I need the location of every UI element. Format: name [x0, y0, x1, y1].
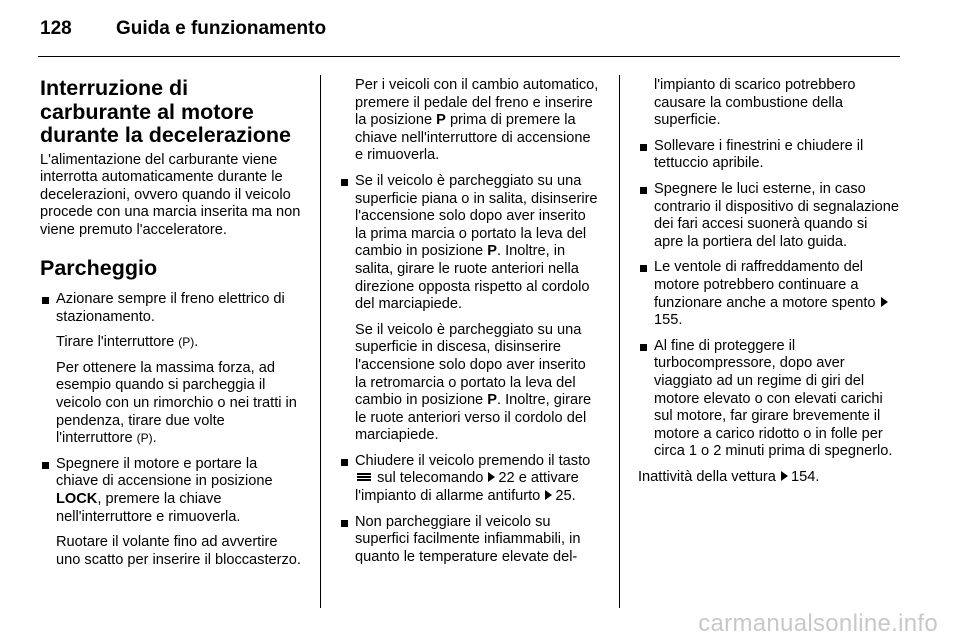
bullet-square-icon [341, 520, 348, 527]
text: Spegnere il motore e portare la chiave di accensione in posizione [56, 455, 273, 490]
text: Per i veicoli con il cambio automatico, premere il pedale del freno e inserire la posizione [355, 77, 599, 129]
bullet-text: Al fine di proteggere il turbocompressore, dopo aver viaggiato ad un regime di giri del motore elevato o con elevati carichi sul motore, far girare brevemente il motore a carico ridotto o in folle per circa 1 o 2 minuti prima di spegnerlo. [654, 337, 893, 460]
list-item [40, 291, 302, 448]
text: Tirare l'interruttore [56, 334, 175, 351]
paragraph: Ruotare il volante fino ad avvertire uno scatto per inserire il bloccasterzo. [56, 534, 301, 568]
page-reference: 154. [790, 468, 820, 485]
bullet-square-icon [640, 187, 647, 194]
text: . Inoltre, girare le ruote anteriori verso il cordolo del marciapiede. [355, 392, 592, 444]
page-title: Guida e funzionamento [116, 18, 327, 39]
list-item [638, 259, 900, 329]
bullet-square-icon [42, 297, 49, 304]
text: . Inoltre, in salita, girare le ruote anteriori nella direzione opposta rispetto al cordolo del marciapiede. [355, 243, 590, 313]
text: Le ventole di raffreddamento del motore potrebbero continuare a funzionare anche a motore spento [654, 259, 876, 311]
parking-brake-icon: (P) [178, 335, 195, 350]
section-heading-fuel-cutoff: Interruzione di carburante al motore durante la decelerazione [40, 76, 291, 147]
watermark: carmanualsonline.info [698, 610, 938, 637]
text: , premere la chiave nell'interruttore e rimuoverla. [56, 490, 241, 525]
column-divider [320, 75, 321, 608]
page-reference: 155. [654, 312, 683, 329]
text: Chiudere il veicolo premendo il tasto [355, 452, 591, 469]
text: Se il veicolo è parcheggiato su una superficie piana o in salita, disinserire l'accensione solo dopo aver inserito la prima marcia o portato la leva del cambio in posizione [355, 172, 598, 260]
text: e attivare l'impianto di allarme antifurto [355, 470, 579, 505]
page-reference-arrow-icon [881, 297, 888, 307]
gear-position: P [487, 243, 497, 260]
bullet-square-icon [341, 179, 348, 186]
bullet-square-icon [640, 144, 647, 151]
bullet-text: Non parcheggiare il veicolo su superfici facilmente infiammabili, in quanto le temperature elevate del- [355, 513, 581, 565]
parking-brake-icon: (P) [136, 431, 153, 446]
paragraph: l'impianto di scarico potrebbero causare la combustione della superficie. [654, 77, 856, 129]
list-item [638, 138, 900, 173]
lock-position: LOCK [56, 490, 98, 507]
section-heading-parking: Parcheggio [40, 256, 158, 281]
column-divider [619, 75, 620, 608]
text: prima di premere la chiave nell'interruttore di accensione e rimuoverla. [355, 112, 591, 164]
column-2 [339, 77, 601, 574]
bullet-text: Sollevare i finestrini e chiudere il tettuccio apribile. [654, 137, 864, 172]
page-header [40, 18, 326, 40]
page-reference-arrow-icon [781, 471, 788, 481]
page-reference-arrow-icon [488, 472, 495, 482]
text: Inattività della vettura [638, 468, 776, 485]
gear-position: P [436, 112, 446, 129]
bullet-text [654, 259, 900, 329]
paragraph [355, 322, 601, 445]
text: Per ottenere la massima forza, ad esempio quando si parcheggia il veicolo con un rimorchio o nei tratti in pendenza, tirare due volte l'interruttore [56, 359, 297, 447]
bullet-text [355, 173, 601, 314]
bullet-square-icon [42, 462, 49, 469]
text: Se il veicolo è parcheggiato su una superficie in discesa, disinserire l'accensione solo dopo aver inserito la retromarcia o portato la leva del cambio in posizione [355, 321, 586, 409]
bullet-square-icon [640, 344, 647, 351]
text: sul telecomando [377, 470, 484, 487]
lock-key-icon [357, 473, 371, 481]
list-item [339, 173, 601, 445]
list-item [638, 338, 900, 461]
page-number: 128 [40, 18, 72, 39]
list-item [638, 181, 900, 251]
paragraph: Tirare l'interruttore (P). [56, 334, 199, 351]
gear-position: P [487, 392, 497, 409]
bullet-text: Spegnere le luci esterne, in caso contrario il dispositivo di segnalazione dei fari accesi suonerà quando si apre la portiera del lato guida. [654, 180, 899, 250]
bullet-text [355, 453, 601, 506]
bullet-square-icon [341, 459, 348, 466]
list-item-continued [638, 77, 900, 130]
list-item [339, 453, 601, 506]
paragraph: L'alimentazione del carburante viene interrotta automaticamente durante le decelerazioni, ovvero quando il veicolo procede con una marcia inserita ma non viene premuto l'acceleratore. [40, 151, 301, 238]
page-reference-arrow-icon [545, 490, 552, 500]
column-3 [638, 77, 900, 494]
bullet-text [56, 456, 302, 526]
paragraph [355, 77, 601, 165]
paragraph [638, 469, 900, 487]
header-rule [38, 56, 900, 57]
list-item [40, 456, 302, 570]
page-reference: 22 [498, 470, 515, 487]
list-item [339, 514, 601, 567]
paragraph: Per ottenere la massima forza, ad esempio quando si parcheggia il veicolo con un rimorchio o nei tratti in pendenza, tirare due volte l'interruttore (P). [56, 359, 297, 447]
bullet-square-icon [640, 265, 647, 272]
list-item-continued [339, 77, 601, 165]
page-reference: 25. [555, 488, 576, 505]
bullet-text: Azionare sempre il freno elettrico di stazionamento. [56, 290, 285, 325]
column-1 [40, 77, 302, 577]
